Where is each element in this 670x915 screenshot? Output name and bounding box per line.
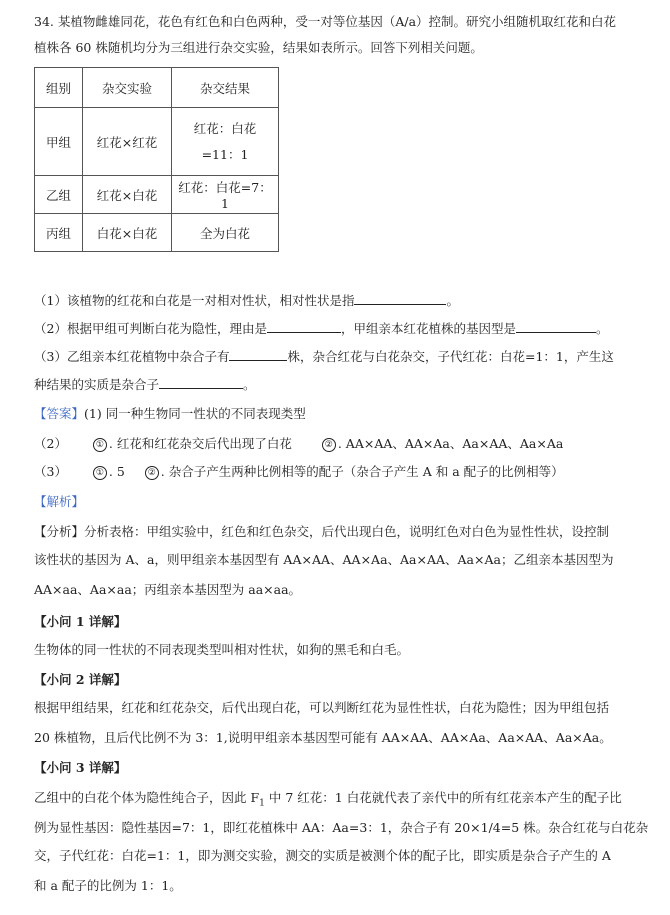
header-cross: 杂交实验: [83, 68, 172, 108]
question-3-line2-text: 种结果的实质是杂合子: [34, 377, 160, 392]
table-header-row: [35, 68, 279, 108]
row-result: 红花：白花=7：1: [172, 176, 279, 214]
question-2: [34, 318, 650, 339]
answer-2-part-2: . AA×AA、AA×Aa、Aa×AA、Aa×Aa: [337, 436, 564, 451]
question-intro-line1: 34. 某植物雌雄同花，花色有红色和白色两种，受一对等位基因（A/a）控制。研究小组随机取红花和白花: [34, 14, 617, 29]
sub3-line-1: [34, 788, 650, 814]
row-result: 红花：白花=11：1: [172, 108, 279, 176]
circled-two-icon: ②: [145, 466, 159, 480]
sub1-text: 生物体的同一性状的不同表现类型叫相对性状，如狗的黑毛和白毛。: [34, 642, 410, 657]
answer-line-2: [34, 434, 650, 454]
sub3-line-1-b: 中 7 红花：1 白花就代表了亲代中的所有红花亲本产生的配子比: [264, 790, 622, 805]
question-1: [34, 290, 650, 311]
analysis-line-2: 该性状的基因为 A、a，则甲组亲本基因型有 AA×AA、AA×Aa、Aa×AA、Aa×Aa；乙组亲本基因型为: [34, 552, 614, 567]
answer-2-part-1: . 红花和红花杂交后代出现了白花: [108, 436, 292, 451]
sub1-heading: 【小问 1 详解】: [34, 614, 127, 629]
answer-blank: [516, 318, 596, 333]
sub2-line-2: 20 株植物，且后代比例不为 3：1,说明甲组亲本基因型可能有 AA×AA、AA×Aa、Aa×AA、Aa×Aa。: [34, 730, 612, 745]
table-row: [35, 176, 279, 214]
question-3-line2: [34, 374, 650, 395]
answer-blank: [229, 346, 287, 361]
answer-line-3: [34, 462, 650, 482]
answer-blank: [159, 374, 243, 389]
analysis-line-3: AA×aa、Aa×aa；丙组亲本基因型为 aa×aa。: [34, 582, 302, 597]
sub3-line-1-a: 乙组中的白花个体为隐性纯合子，因此 F: [34, 790, 260, 805]
circled-two-icon: ②: [322, 438, 336, 452]
question-2-text-a: （2）根据甲组可判断白花为隐性，理由是: [34, 321, 267, 336]
row-result: 全为白花: [172, 214, 279, 252]
sub3-line-3: 交，子代红花：白花=1：1，即为测交实验，测交的实质是被测个体的配子比，即实质是杂合子产生的 A: [34, 848, 611, 863]
answer-3-part-2: . 杂合子产生两种比例相等的配子（杂合子产生 A 和 a 配子的比例相等）: [160, 464, 564, 479]
answer-3-part-1: . 5: [108, 464, 125, 479]
question-1-end: 。: [446, 293, 459, 308]
row-cross: 白花×白花: [83, 214, 172, 252]
row-group: 丙组: [35, 214, 83, 252]
circled-one-icon: ①: [93, 438, 107, 452]
question-2-text-b: ，甲组亲本红花植株的基因型是: [340, 321, 516, 336]
question-3: [34, 346, 650, 367]
table-row: [35, 108, 279, 176]
answer-3-number: （3）: [34, 464, 67, 479]
sub3-line-4: 和 a 配子的比例为 1：1。: [34, 878, 182, 893]
answer-2-number: （2）: [34, 436, 67, 451]
circled-one-icon: ①: [93, 466, 107, 480]
question-intro-line2: 植株各 60 株随机均分为三组进行杂交实验，结果如表所示。回答下列相关问题。: [34, 40, 483, 55]
answer-blank: [267, 318, 341, 333]
answer-tag: 【答案】: [34, 406, 85, 421]
sub2-line-1: 根据甲组结果，红花和红花杂交，后代出现白花，可以判断红花为显性性状，白花为隐性；因为甲组包括: [34, 700, 610, 715]
header-group: 组别: [35, 68, 83, 108]
question-3-text-a: （3）乙组亲本红花植物中杂合子有: [34, 349, 230, 364]
analysis-fenxi-text: 分析表格：甲组实验中，红色和红色杂交，后代出现白色，说明红色对白色为显性性状，设控制: [84, 524, 610, 539]
question-3-end: 。: [243, 377, 256, 392]
question-1-text: （1）该植物的红花和白花是一对相对性状，相对性状是指: [34, 293, 355, 308]
cross-result-table: [34, 67, 279, 252]
header-result: 杂交结果: [172, 68, 279, 108]
sub3-line-2: 例为显性基因：隐性基因=7：1，即红花植株中 AA：Aa=3：1，杂合子有 20×1/4=5 株。杂合红花与白花杂: [34, 820, 649, 835]
table-row: [35, 214, 279, 252]
analysis-line-1: [34, 522, 650, 542]
answer-1: (1) 同一种生物同一性状的不同表现类型: [84, 406, 306, 421]
row-cross: 红花×红花: [83, 108, 172, 176]
analysis-fenxi-tag: 【分析】: [34, 524, 85, 539]
sub3-heading: 【小问 3 详解】: [34, 760, 127, 775]
question-2-end: 。: [595, 321, 609, 336]
analysis-tag: 【解析】: [34, 494, 85, 509]
row-cross: 红花×白花: [83, 176, 172, 214]
sub2-heading: 【小问 2 详解】: [34, 672, 127, 687]
row-group: 甲组: [35, 108, 83, 176]
answer-line-1: [34, 404, 650, 424]
question-3-text-b: 株，杂合红花与白花杂交，子代红花：白花=1：1，产生这: [287, 349, 614, 364]
row-group: 乙组: [35, 176, 83, 214]
answer-blank: [354, 290, 446, 305]
subscript-1: 1: [259, 798, 265, 809]
